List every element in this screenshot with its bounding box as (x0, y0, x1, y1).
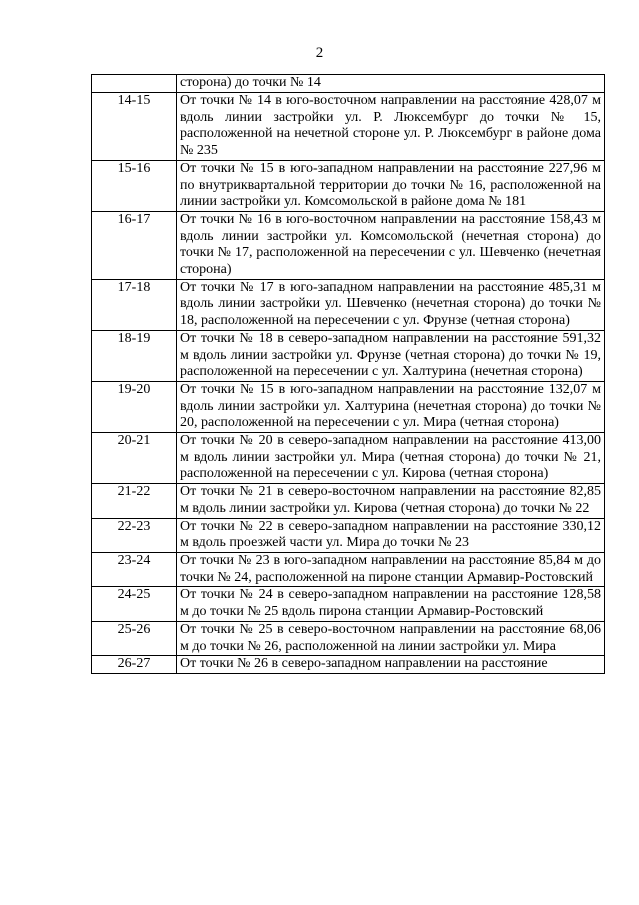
description-cell: От точки № 17 в юго-западном направлении на расстояние 485,31 м вдоль линии застройки ул. Шевченко (нечетная сторона) до точки № 18, расположенной на пересечении с ул. Фрунзе (четная сторона) (177, 279, 605, 330)
table-row (92, 518, 605, 552)
description-cell: От точки № 25 в северо-восточном направлении на расстояние 68,06 м до точки № 26, расположенной на линии застройки ул. Мира (177, 621, 605, 655)
table-row (92, 160, 605, 211)
description-cell: От точки № 15 в юго-западном направлении на расстояние 132,07 м вдоль линии застройки ул. Халтурина (нечетная сторона) до точки № 20, расположенной на пересечении с ул. Мира (четная сторона) (177, 381, 605, 432)
table-row (92, 484, 605, 518)
segment-cell: 26-27 (92, 656, 177, 674)
segment-cell: 21-22 (92, 484, 177, 518)
description-cell: От точки № 22 в северо-западном направлении на расстояние 330,12 м вдоль проезжей части ул. Мира до точки № 23 (177, 518, 605, 552)
table-row (92, 621, 605, 655)
table-row (92, 75, 605, 93)
segment-cell: 18-19 (92, 330, 177, 381)
segment-cell: 23-24 (92, 552, 177, 586)
boundary-segments-table (91, 74, 605, 674)
description-cell: От точки № 16 в юго-восточном направлении на расстояние 158,43 м вдоль линии застройки ул. Комсомольской (нечетная сторона) до точки № 17, расположенной на пересечении с ул. Шевченко (нечетная сторона) (177, 211, 605, 279)
description-cell: сторона) до точки № 14 (177, 75, 605, 93)
segment-cell: 17-18 (92, 279, 177, 330)
description-cell: От точки № 21 в северо-восточном направлении на расстояние 82,85 м вдоль линии застройки ул. Кирова (четная сторона) до точки № 22 (177, 484, 605, 518)
description-cell: От точки № 14 в юго-восточном направлении на расстояние 428,07 м вдоль линии застройки ул. Р. Люксембург до точки № 15, расположенной на нечетной стороне ул. Р. Люксембург в районе дома № 235 (177, 93, 605, 161)
description-cell: От точки № 24 в северо-западном направлении на расстояние 128,58 м до точки № 25 вдоль пирона станции Армавир-Ростовский (177, 587, 605, 621)
table-row (92, 211, 605, 279)
table-row (92, 587, 605, 621)
table-row (92, 93, 605, 161)
description-cell: От точки № 18 в северо-западном направлении на расстояние 591,32 м вдоль линии застройки ул. Фрунзе (четная сторона) до точки № 19, расположенной на пересечении с ул. Халтурина (нечетная сторона) (177, 330, 605, 381)
table-row (92, 433, 605, 484)
table-row (92, 656, 605, 674)
segment-cell: 25-26 (92, 621, 177, 655)
segment-cell: 22-23 (92, 518, 177, 552)
table-row (92, 552, 605, 586)
description-cell: От точки № 26 в северо-западном направлении на расстояние (177, 656, 605, 674)
table-row (92, 330, 605, 381)
segment-cell (92, 75, 177, 93)
segment-cell: 14-15 (92, 93, 177, 161)
segment-cell: 20-21 (92, 433, 177, 484)
table-row (92, 279, 605, 330)
description-cell: От точки № 23 в юго-западном направлении на расстояние 85,84 м до точки № 24, расположенной на пироне станции Армавир-Ростовский (177, 552, 605, 586)
table-row (92, 381, 605, 432)
segment-cell: 24-25 (92, 587, 177, 621)
segment-cell: 16-17 (92, 211, 177, 279)
segment-cell: 19-20 (92, 381, 177, 432)
segment-cell: 15-16 (92, 160, 177, 211)
page-number: 2 (315, 45, 324, 61)
description-cell: От точки № 20 в северо-западном направлении на расстояние 413,00 м вдоль линии застройки ул. Мира (четная сторона) до точки № 21, расположенной на пересечении с ул. Кирова (четная сторона) (177, 433, 605, 484)
description-cell: От точки № 15 в юго-западном направлении на расстояние 227,96 м по внутриквартальной территории до точки № 16, расположенной на линии застройки ул. Комсомольской в районе дома № 181 (177, 160, 605, 211)
